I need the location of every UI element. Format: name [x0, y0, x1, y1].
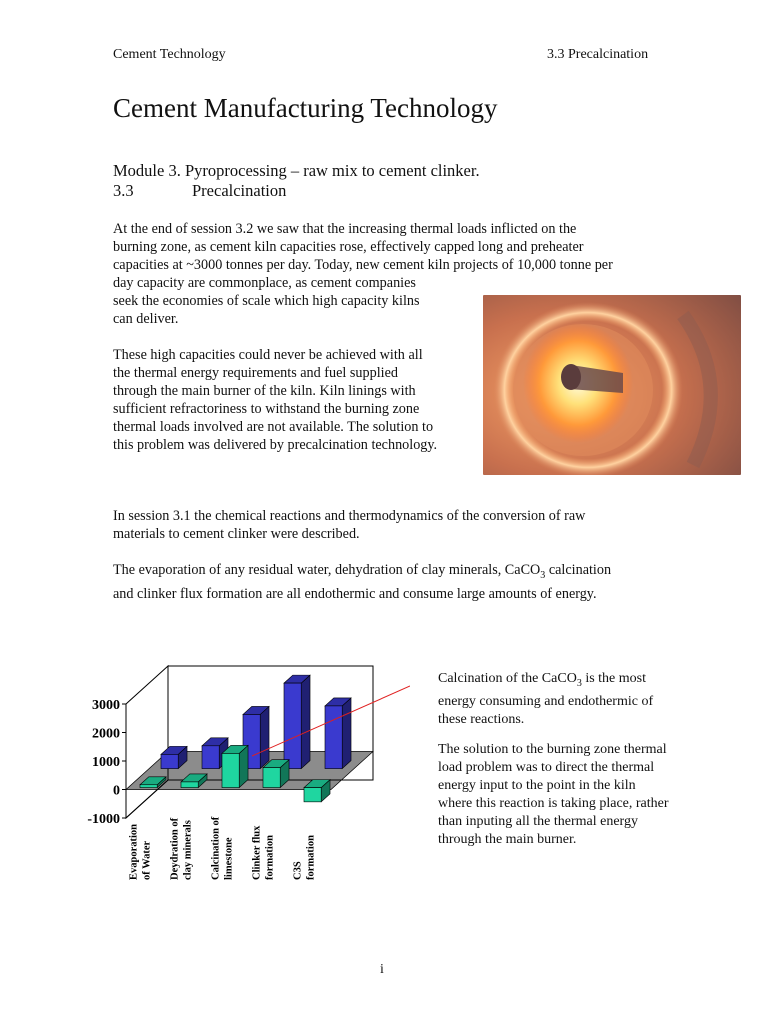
- text-line: these reactions.: [438, 711, 525, 727]
- module-heading: Module 3. Pyroprocessing – raw mix to cement clinker.: [113, 161, 480, 180]
- page-title: Cement Manufacturing Technology: [113, 93, 498, 123]
- bar-series1-3: [222, 753, 239, 787]
- page-number: i: [380, 962, 384, 977]
- subscript: 3: [576, 677, 582, 689]
- paragraph-capacities: [113, 346, 437, 454]
- text-span: calcination: [545, 562, 612, 578]
- x-category-label: Calcination of: [210, 816, 222, 880]
- text-line: energy consuming and endothermic of: [438, 693, 654, 709]
- text-line: can deliver.: [113, 311, 179, 327]
- text-line: energy input to the point in the kiln: [438, 778, 636, 793]
- x-category-label: limestone: [223, 837, 235, 880]
- text-line: thermal loads involved are not available. The solution to: [113, 419, 434, 435]
- text-line: capacities at ~3000 tonnes per day. Today, new cement kiln projects of 10,000 tonne per: [113, 257, 613, 273]
- text-line: In session 3.1 the chemical reactions and thermodynamics of the conversion of raw: [113, 508, 586, 524]
- x-category-label: formation: [264, 835, 276, 880]
- paragraph-endothermic: [113, 561, 611, 603]
- text-span: Calcination of the CaCO: [438, 671, 577, 686]
- x-category-label: Deydration of: [169, 817, 181, 880]
- text-line: this problem was delivered by precalcination technology.: [113, 437, 438, 453]
- text-line: burning zone, as cement kiln capacities rose, effectively capped long and preheater: [113, 239, 584, 255]
- paragraph-session: [113, 507, 585, 543]
- text-line: through the main burner.: [438, 832, 577, 847]
- text-line: sufficient refractoriness to withstand the burning zone: [113, 401, 420, 417]
- bar-series2-1: [161, 754, 178, 768]
- x-category-label: Clinker flux: [251, 825, 263, 880]
- section-number: 3.3: [113, 181, 134, 200]
- text-line: At the end of session 3.2 we saw that the increasing thermal loads inflicted on the: [113, 221, 577, 237]
- bar-series1-1: [140, 785, 157, 788]
- text-line: load problem was to direct the thermal: [438, 760, 655, 775]
- bar-series2-5: [325, 706, 342, 769]
- x-category-label: clay minerals: [182, 820, 194, 880]
- text-line: and clinker flux formation are all endothermic and consume large amounts of energy.: [113, 585, 597, 602]
- text-span: The evaporation of any residual water, dehydration of clay minerals, CaCO: [113, 562, 541, 578]
- text-line: day capacity are commonplace, as cement companies: [113, 275, 416, 291]
- bar-series1-2: [181, 782, 198, 788]
- text-line: These high capacities could never be achieved with all: [113, 347, 423, 363]
- y-tick-label: 0: [113, 783, 120, 799]
- side-paragraph-solution: [438, 741, 700, 849]
- text-line: the thermal energy requirements and fuel supplied: [113, 365, 398, 381]
- running-header-left: Cement Technology: [113, 47, 226, 62]
- section-name: Precalcination: [192, 181, 287, 200]
- bar-series2-4-side: [301, 675, 310, 768]
- text-span: is the most: [581, 671, 646, 686]
- text-line: The solution to the burning zone thermal: [438, 742, 667, 757]
- y-tick-label: 3000: [92, 698, 120, 713]
- bar-series2-2: [202, 746, 219, 769]
- text-line: materials to cement clinker were described.: [113, 526, 360, 542]
- chart-side-wall: [126, 666, 168, 818]
- text-line: through the main burner of the kiln. Kiln linings with: [113, 383, 416, 399]
- energy-bar-chart: [70, 650, 410, 890]
- bar-series1-4: [263, 768, 280, 788]
- bar-series2-3-side: [260, 706, 269, 768]
- running-header-right: 3.3 Precalcination: [547, 47, 649, 62]
- subscript: 3: [540, 569, 546, 581]
- x-category-label: Evaporation: [128, 823, 140, 880]
- text-line: seek the economies of scale which high capacity kilns: [113, 293, 420, 309]
- y-tick-label: 2000: [92, 726, 120, 742]
- text-line: where this reaction is taking place, rather: [438, 796, 669, 811]
- y-tick-label: -1000: [87, 812, 120, 827]
- side-paragraph-calcination: [438, 670, 700, 729]
- x-category-label: formation: [305, 835, 317, 880]
- text-line: [438, 670, 700, 693]
- bar-series2-5-side: [342, 698, 351, 769]
- bar-series1-5: [304, 788, 321, 802]
- x-category-label: C3S: [292, 861, 304, 880]
- text-line: [113, 561, 611, 585]
- kiln-flame-photo: [483, 295, 741, 475]
- y-tick-label: 1000: [92, 755, 120, 770]
- x-category-label: of Water: [141, 840, 153, 880]
- bar-series2-4: [284, 683, 301, 769]
- text-line: than inputing all the thermal energy: [438, 814, 638, 829]
